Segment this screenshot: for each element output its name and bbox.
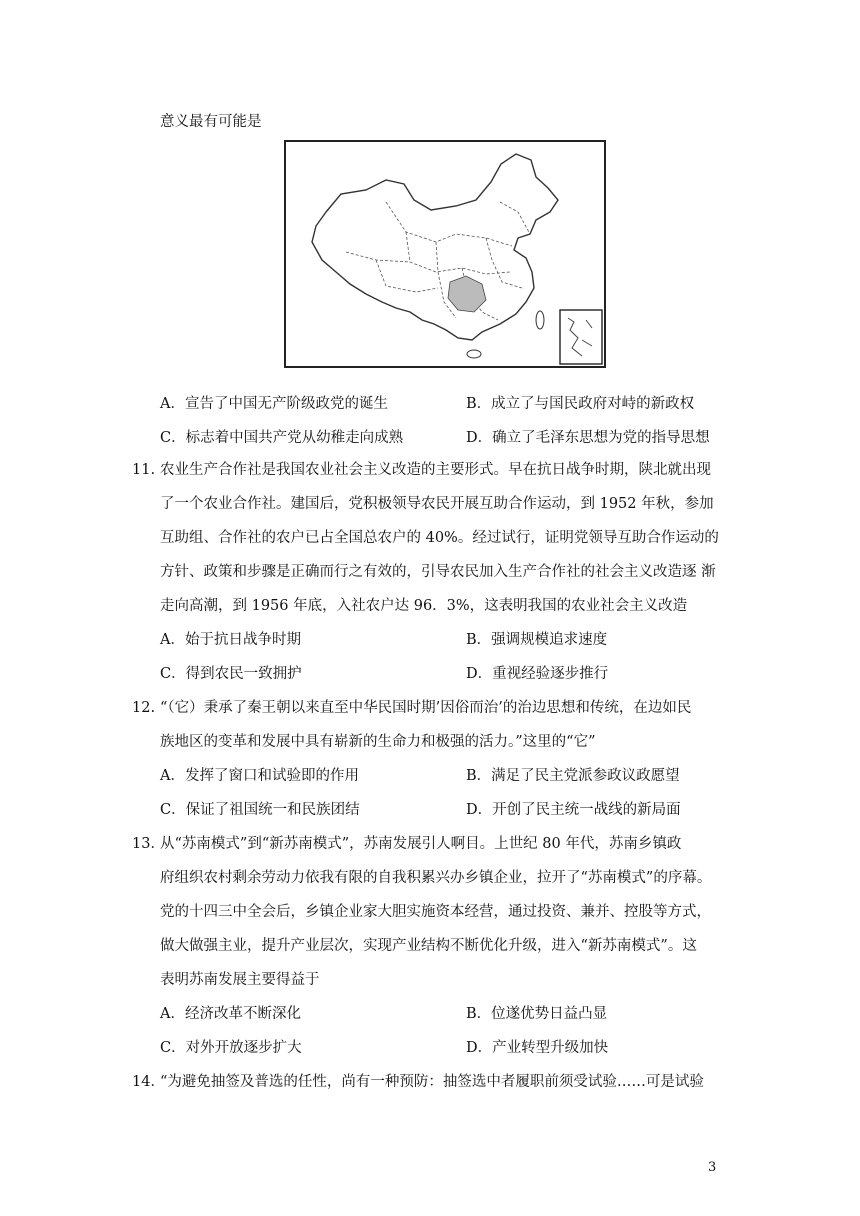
option-text: 产业转型升级加快 — [492, 1040, 609, 1056]
q11-option-a[interactable] — [160, 630, 301, 650]
q12-option-c[interactable] — [160, 800, 360, 820]
option-text: 对外开放逐步扩大 — [185, 1040, 302, 1056]
option-label: C． — [160, 666, 186, 682]
option-text: 强调规模追求速度 — [491, 632, 608, 648]
option-label: C． — [160, 1040, 186, 1056]
option-text: 得到农民一致拥护 — [185, 666, 302, 682]
q13-line-4: 做大做强主业，提升产业层次，实现产业结构不断优化升级，进入“新苏南模式”。这 — [160, 938, 697, 954]
q13-line-2: 府组织农村剩余劳动力依我有限的自我积累兴办乡镇企业，拉开了“苏南模式”的序幕。 — [160, 870, 712, 886]
option-label: A． — [160, 1006, 185, 1022]
q12-option-d[interactable] — [466, 800, 681, 820]
q10-option-c[interactable] — [160, 428, 403, 448]
china-map-outline — [286, 142, 604, 366]
option-label: D． — [466, 666, 493, 682]
q13-line-1: 从“苏南模式”到“新苏南模式”，苏南发展引人啊目。上世纪 80 年代，苏南乡镇政 — [160, 836, 682, 852]
q11-line-5: 走向高潮，到 1956 年底，入社农户达 96．3%，这表明我国的农业社会主义改造 — [160, 598, 688, 614]
q13-option-b[interactable] — [466, 1004, 607, 1024]
q13-number: 13． — [132, 836, 165, 852]
q12-option-a[interactable] — [160, 766, 359, 786]
q11-line-2: 了一个农业合作社。建国后，党积极领导农民开展互助合作运动，到 1952 年秋，参加 — [160, 496, 714, 512]
china-map-figure — [284, 140, 606, 368]
q11-line-3: 互助组、合作社的农户已占全国总农户的 40%。经过试行，证明党领导互助合作运动的 — [160, 530, 719, 546]
q13-line-3: 党的十四三中全会后，乡镇企业家大胆实施资本经营，通过投资、兼并、控股等方式， — [160, 904, 711, 920]
q12-number: 12. — [132, 700, 156, 716]
option-label: C． — [160, 802, 186, 818]
intro-line: 意义最有可能是 — [160, 114, 262, 130]
q12-option-b[interactable] — [466, 766, 680, 786]
option-label: B． — [466, 1006, 492, 1022]
q10-option-b[interactable] — [466, 394, 694, 414]
q13-option-c[interactable] — [160, 1038, 302, 1058]
option-text: 标志着中国共产党从幼稚走向成熟 — [185, 430, 404, 446]
q11-number: 11. — [132, 462, 156, 478]
q11-option-b[interactable] — [466, 630, 607, 650]
option-text: 位遂优势日益凸显 — [491, 1006, 608, 1022]
q14-number: 14． — [132, 1074, 165, 1090]
option-label: A． — [160, 396, 185, 412]
option-text: 满足了民主党派参政议政愿望 — [491, 768, 680, 784]
q10-option-d[interactable] — [466, 428, 710, 448]
option-label: B． — [466, 396, 492, 412]
option-label: A． — [160, 632, 185, 648]
option-label: B． — [466, 632, 492, 648]
q12-line-2: 族地区的变革和发展中具有崭新的生命力和极强的活力。”这里的“它” — [160, 734, 596, 750]
q12-line-1: “（它）秉承了秦王朝以来直至中华民国时期’因俗而治’的治边思想和传统，在边如民 — [160, 700, 692, 716]
q13-option-a[interactable] — [160, 1004, 301, 1024]
q13-option-d[interactable] — [466, 1038, 608, 1058]
q14-line-1: “为避免抽签及普选的任性，尚有一种预防：抽签选中者履职前须受试验……可是试验 — [160, 1074, 704, 1090]
option-label: D． — [466, 1040, 493, 1056]
option-label: A． — [160, 768, 185, 784]
option-text: 发挥了窗口和试验即的作用 — [184, 768, 359, 784]
page-number: 3 — [708, 1160, 717, 1175]
option-text: 成立了与国民政府对峙的新政权 — [491, 396, 695, 412]
option-text: 宣告了中国无产阶级政党的诞生 — [184, 396, 388, 412]
option-label: D． — [466, 802, 493, 818]
option-text: 重视经验逐步推行 — [492, 666, 609, 682]
q10-option-a[interactable] — [160, 394, 388, 414]
q11-line-1: 农业生产合作社是我国农业社会主义改造的主要形式。早在抗日战争时期，陕北就出现 — [160, 462, 711, 478]
option-text: 保证了祖国统一和民族团结 — [185, 802, 360, 818]
option-text: 始于抗日战争时期 — [184, 632, 301, 648]
option-text: 开创了民主统一战线的新局面 — [492, 802, 681, 818]
option-text: 经济改革不断深化 — [184, 1006, 301, 1022]
option-text: 确立了毛泽东思想为党的指导思想 — [492, 430, 710, 446]
option-label: B． — [466, 768, 492, 784]
option-label: C． — [160, 430, 186, 446]
q11-option-c[interactable] — [160, 664, 302, 684]
q11-option-d[interactable] — [466, 664, 608, 684]
option-label: D． — [466, 430, 493, 446]
q11-line-4: 方针、政策和步骤是正确而行之有效的，引导农民加入生产合作社的社会主义改造逐 渐 — [160, 564, 716, 580]
q13-line-5: 表明苏南发展主要得益于 — [160, 972, 320, 988]
